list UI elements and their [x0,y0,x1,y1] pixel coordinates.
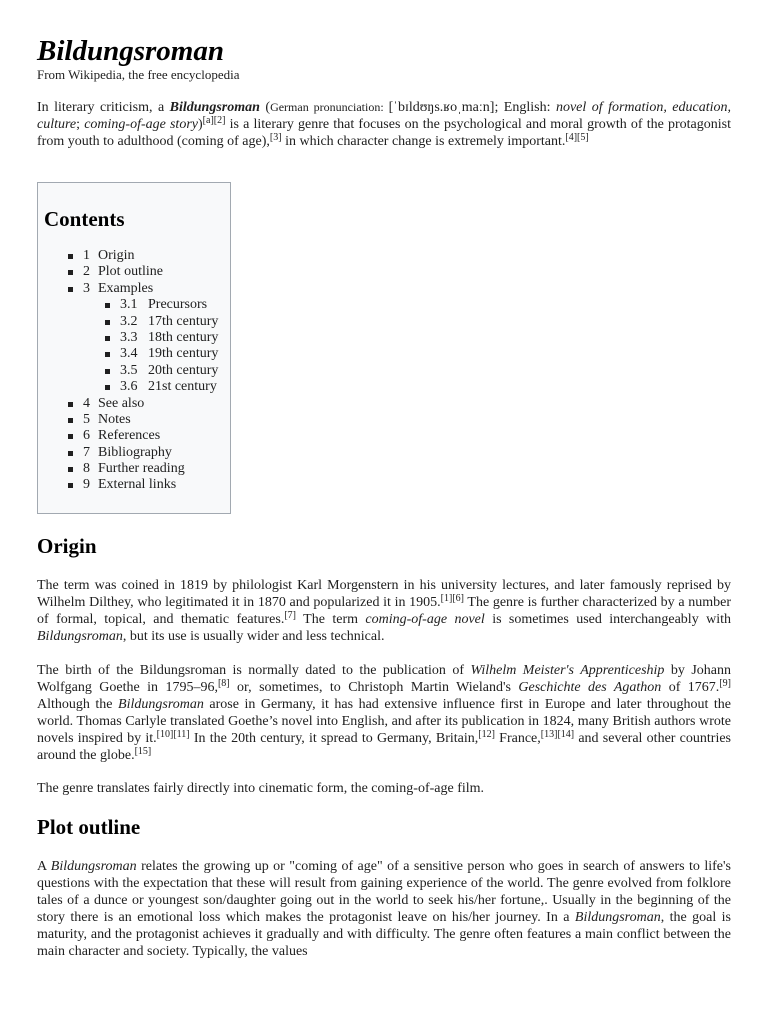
toc-label[interactable]: Bibliography [98,444,172,460]
article-subtitle: From Wikipedia, the free encyclopedia [37,67,240,82]
intro-text: ) [198,117,203,132]
origin-paragraph-1 [37,577,731,645]
intro-text: ( [259,100,271,115]
toc-label[interactable]: External links [98,477,177,493]
body-italic: Wilhelm Meister's Apprenticeship [470,663,665,678]
section-heading-origin: Origin [37,534,97,558]
toc-number: 3.4 [120,346,138,362]
body-italic: Bildungsroman [50,859,137,874]
intro-text: in which character change is extremely important. [281,134,566,149]
body-text: by Johann Wolfgang Goethe in 1795–96, [37,663,731,695]
body-italic: Bildungsroman [118,697,204,712]
body-text: The birth of the Bildungsroman is normally dated to the publication of [37,663,471,678]
toc-number: 2 [83,264,90,280]
body-italic: coming-of-age novel [365,612,485,627]
table-of-contents [37,182,231,514]
body-text: or, sometimes, to Christoph Martin Wieland's [229,680,519,695]
toc-number: 6 [83,428,90,444]
intro-text: ; English: [494,100,556,115]
bullet-icon [105,320,110,325]
body-text: A [37,859,51,874]
toc-number: 3.6 [120,379,138,395]
toc-label[interactable]: 19th century [148,346,219,362]
bullet-icon [68,483,73,488]
bullet-icon [68,287,73,292]
toc-number: 3.5 [120,362,138,378]
citation-link[interactable]: [9] [719,678,731,689]
citation-link[interactable]: [1][6] [440,593,464,604]
body-text: The term was coined in 1819 by philologist Karl Morgenstern in his university lectures, and later famously reprised by Wilhelm Dilthey, who legitimated it in 1870 and popularized it in 1905. [37,578,731,610]
section-heading-plot-outline: Plot outline [37,815,141,839]
intro-text: is a literary genre that focuses on the psychological and moral growth of the protagonist from youth to adulthood (coming of age), [37,117,731,149]
toc-title: Contents [44,207,125,231]
toc-number: 9 [83,477,90,493]
bullet-icon [68,451,73,456]
body-text: , the goal is maturity, and the protagonist achieves it gradually and with difficulty. The genre often features a main conflict between the main character and society. Typically, the values [37,910,732,959]
pronunciation-link[interactable]: German pronunciation: [270,100,389,114]
intro-text: In literary criticism, a [37,100,170,115]
intro-text: ; [76,117,85,132]
citation-link[interactable]: [12] [478,729,495,740]
toc-label[interactable]: 17th century [148,313,219,329]
body-text: In the 20th century, it spread to Germany, Britain, [189,731,479,746]
toc-label[interactable]: Plot outline [98,264,163,280]
bullet-icon [68,402,73,407]
citation-link[interactable]: [15] [134,746,152,757]
intro-term: Bildungsroman [169,100,260,115]
toc-number: 1 [83,248,90,263]
toc-label[interactable]: Origin [98,248,135,263]
intro-italic: coming-of-age story [84,117,198,132]
bullet-icon [105,385,110,390]
body-italic: Bildungsroman [37,629,123,644]
toc-label[interactable]: Examples [98,280,154,296]
citation-link[interactable]: [8] [217,678,230,689]
bullet-icon [68,434,73,439]
body-text: The term [296,612,366,627]
toc-number: 8 [83,461,90,477]
toc-number: 7 [83,444,90,460]
toc-number: 3.2 [120,313,138,329]
toc-label[interactable]: Further reading [98,461,185,477]
body-italic: Geschichte des Agathon [518,680,662,695]
bullet-icon [105,336,110,341]
citation-link[interactable]: [10][11] [156,729,190,740]
citation-link[interactable]: [a][2] [202,115,226,126]
ipa-text: [ˈbɪldʊŋs.ʁoˌmaːn] [388,100,495,115]
toc-number: 3.3 [120,329,138,345]
body-text: , but its use is usually wider and less technical. [122,629,385,644]
bullet-icon [68,418,73,423]
body-text: France, [494,731,541,746]
bullet-icon [68,254,73,259]
citation-link[interactable]: [7] [284,610,297,621]
bullet-icon [105,352,110,357]
intro-italic: novel of formation, education, culture [37,100,731,132]
toc-number: 4 [83,395,90,411]
body-text: is sometimes used interchangeably with [484,612,731,627]
bullet-icon [68,467,73,472]
toc-number: 5 [83,411,90,427]
body-text: relates the growing up or "coming of age" of a sensitive person who goes in search of answers to life's questions with the expectation that these will result from gaining experience of the world. The genre evolved from folklore tales of a dunce or youngest son/daughter going out in the world to seek his/her fortune,. Usually in the beginning of the story there is an emotional loss which makes the protagonist leave on his/her journey. In a [37,859,731,925]
body-italic: Bildungsroman [574,910,661,925]
toc-label[interactable]: 18th century [148,329,219,345]
plot-paragraph-1 [37,858,731,960]
toc-label[interactable]: Precursors [148,297,208,313]
toc-label[interactable]: 21st century [148,379,217,395]
body-text: of 1767. [661,680,720,695]
article-title: Bildungsroman [37,35,224,67]
toc-label[interactable]: 20th century [148,362,219,378]
bullet-icon [68,270,73,275]
bullet-icon [105,303,110,308]
origin-paragraph-3: The genre translates fairly directly into cinematic form, the coming-of-age film. [37,781,485,796]
body-text: Although the [37,697,119,712]
toc-label[interactable]: References [98,428,161,444]
origin-paragraph-2 [37,662,731,764]
toc-number: 3.1 [120,297,138,313]
citation-link[interactable]: [13][14] [540,729,575,740]
citation-link[interactable]: [3] [269,132,282,143]
body-text: The genre is further characterized by a number of formal, topical, and thematic features. [37,595,731,627]
body-text: and several other countries around the globe. [37,731,732,763]
toc-label[interactable]: See also [98,395,145,411]
intro-paragraph [37,99,731,150]
bullet-icon [105,369,110,374]
toc-number: 3 [83,280,90,296]
citation-link[interactable]: [4][5] [565,132,589,143]
body-text: arose in Germany, it has had extensive influence first in Europe and later throughout the world. Thomas Carlyle translated Goethe’s novel into English, and after its publication in 1824, many British authors wrote novels inspired by it. [37,697,731,746]
toc-label[interactable]: Notes [98,411,131,427]
